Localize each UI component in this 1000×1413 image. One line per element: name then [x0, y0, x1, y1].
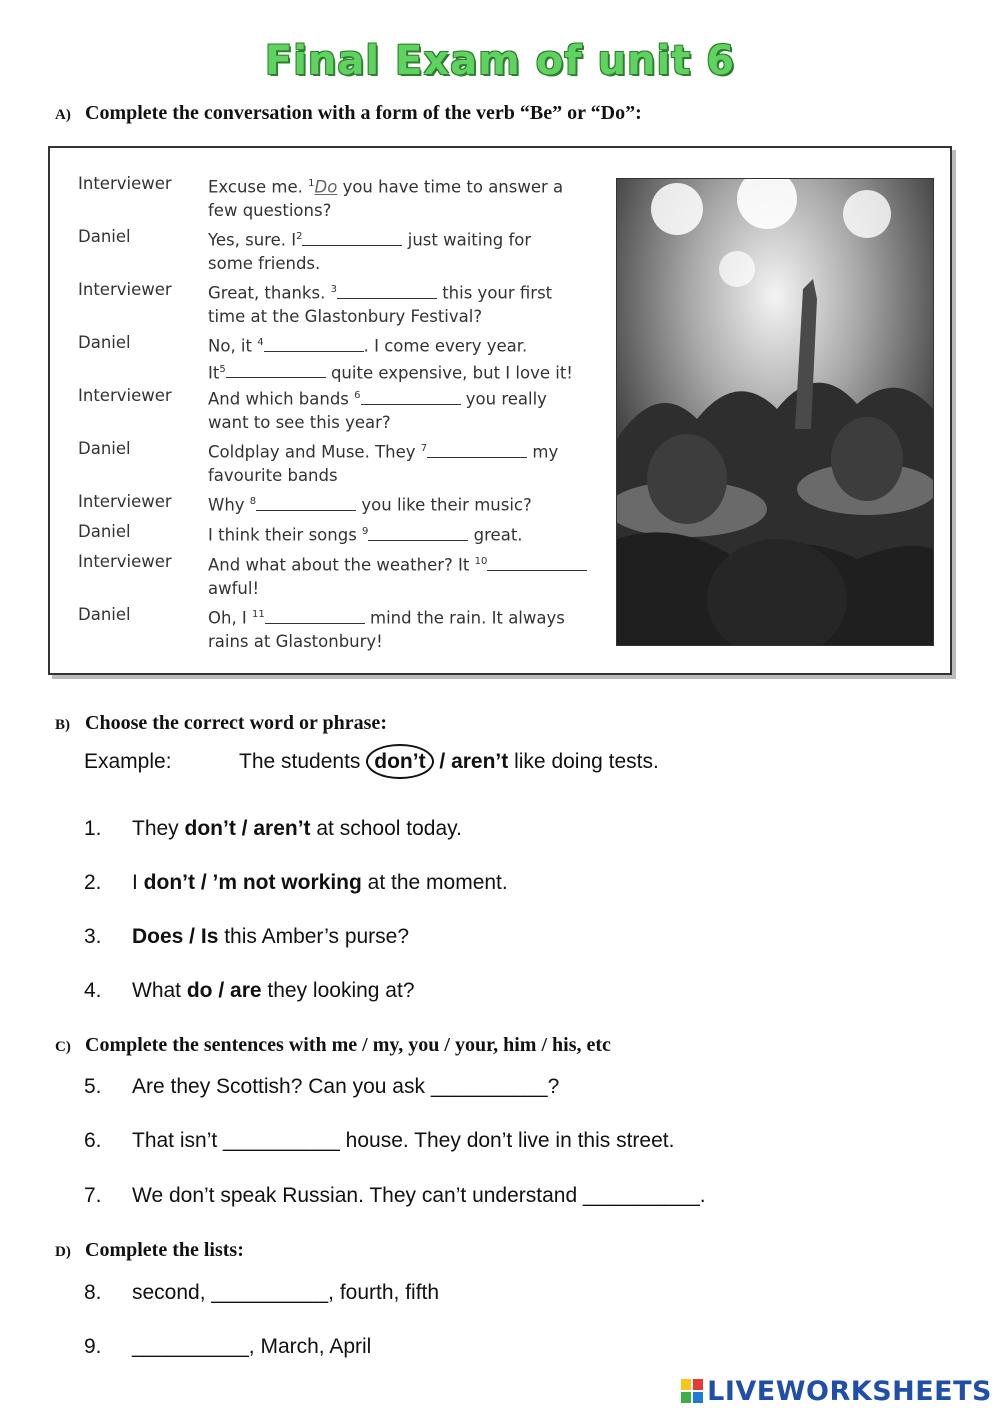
text: this Amber’s purse?: [218, 925, 410, 948]
text: you have time to answer a: [337, 177, 564, 197]
gap-number: 6: [354, 390, 361, 401]
answer-choices[interactable]: don’t / aren’t: [184, 817, 311, 840]
question-number: 3.: [84, 925, 102, 948]
text: favourite bands: [208, 465, 338, 485]
line: [208, 225, 638, 275]
text: few questions?: [208, 200, 332, 220]
question-text[interactable]: second, __________, fourth, fifth: [132, 1281, 440, 1304]
answer-blank[interactable]: [264, 337, 364, 352]
text: you really: [460, 389, 547, 409]
answer-blank[interactable]: [226, 363, 326, 378]
question-item: [84, 979, 415, 1003]
liveworksheets-logo[interactable]: [681, 1376, 992, 1407]
text: /: [433, 750, 452, 773]
gap-number: 4: [257, 337, 264, 348]
question-text[interactable]: We don’t speak Russian. They can’t understand __________.: [132, 1184, 706, 1207]
gap-number: 5: [219, 363, 226, 375]
text: at the moment.: [361, 871, 508, 894]
gap-number: 7: [420, 443, 428, 454]
speaker: Daniel: [78, 227, 131, 246]
text: It: [208, 363, 220, 382]
gap-number: 2: [296, 231, 303, 242]
question-number: 2.: [84, 871, 102, 894]
text: like doing tests.: [508, 750, 659, 773]
text: I think their songs: [208, 525, 363, 545]
question-number: 5.: [84, 1075, 102, 1098]
text: some friends.: [208, 253, 321, 273]
speaker: Daniel: [78, 522, 131, 541]
example-answer: Do: [314, 177, 338, 197]
line: [208, 172, 638, 222]
gap-number: 1: [308, 178, 315, 189]
line: [208, 384, 638, 434]
text: this your first: [436, 283, 553, 303]
answer-blank[interactable]: [265, 609, 365, 624]
line: [208, 278, 638, 328]
question-number: 9.: [84, 1335, 102, 1358]
section-instruction: Complete the lists:: [85, 1239, 244, 1261]
question-text[interactable]: __________, March, April: [132, 1335, 372, 1358]
text: Great, thanks.: [208, 283, 331, 303]
text: you like their music?: [356, 495, 532, 515]
text: Excuse me.: [208, 177, 309, 197]
gap-number: 8: [249, 496, 257, 507]
answer-blank[interactable]: [361, 390, 461, 405]
text: mind the rain. It always: [364, 608, 565, 628]
section-b-heading: [55, 712, 387, 735]
text: just waiting for: [402, 230, 532, 250]
speaker: Daniel: [78, 439, 131, 458]
answer-blank[interactable]: [427, 443, 527, 458]
text: at school today.: [310, 817, 462, 840]
crowd-illustration: [617, 179, 933, 645]
question-item: [84, 1075, 559, 1099]
section-letter: A): [55, 107, 71, 123]
answer-blank[interactable]: [256, 496, 356, 511]
section-letter: C): [55, 1039, 71, 1055]
section-c-heading: [55, 1034, 611, 1057]
text: Yes, sure. I: [208, 230, 297, 250]
speaker: Daniel: [78, 605, 131, 624]
question-number: 7.: [84, 1184, 102, 1207]
text: time at the Glastonbury Festival?: [208, 306, 483, 326]
question-text[interactable]: That isn’t __________ house. They don’t live in this street.: [132, 1129, 675, 1152]
answer-blank[interactable]: [487, 556, 587, 571]
speaker: Interviewer: [78, 552, 172, 571]
example-line: [84, 750, 659, 774]
section-instruction: Choose the correct word or phrase:: [85, 712, 387, 734]
text: great.: [468, 525, 523, 545]
text: Why: [208, 495, 250, 515]
gap-number: 10: [474, 556, 488, 567]
question-item: [84, 925, 409, 949]
example-label: Example:: [84, 750, 172, 773]
gap-number: 9: [362, 526, 369, 537]
text: And what about the weather? It: [208, 555, 475, 575]
text: quite expensive, but I love it!: [325, 363, 573, 382]
text: aren’t: [451, 750, 509, 773]
line: [208, 520, 638, 547]
speaker: Interviewer: [78, 280, 172, 299]
text: Oh, I: [208, 608, 253, 628]
question-number: 1.: [84, 817, 102, 840]
speaker: Interviewer: [78, 492, 172, 511]
line: [208, 437, 638, 487]
section-letter: B): [55, 717, 70, 733]
answer-blank[interactable]: [368, 526, 468, 541]
answer-choices[interactable]: do / are: [186, 979, 262, 1002]
question-item: [84, 1184, 706, 1208]
text: They: [132, 817, 185, 840]
gap-number: 3: [330, 284, 337, 295]
answer-blank[interactable]: [337, 284, 437, 299]
text: No, it: [208, 336, 258, 356]
text: I: [132, 871, 144, 894]
question-item: [84, 871, 508, 895]
text: What: [132, 979, 187, 1002]
example-circled-answer: don’t: [366, 744, 433, 779]
answer-blank[interactable]: [302, 231, 402, 246]
text: And which bands: [208, 389, 355, 409]
question-item: [84, 1129, 674, 1153]
text: my: [527, 442, 559, 462]
line: [208, 550, 638, 600]
section-instruction: Complete the sentences with me / my, you / your, him / his, etc: [85, 1034, 611, 1056]
text: The students: [239, 750, 367, 773]
section-d-heading: [55, 1239, 244, 1262]
conversation-box: [48, 146, 952, 675]
question-number: 6.: [84, 1129, 102, 1152]
text: want to see this year?: [208, 412, 391, 432]
speaker: Interviewer: [78, 174, 172, 193]
question-number: 8.: [84, 1281, 102, 1304]
page-title: Final Exam of unit 6: [264, 38, 736, 84]
section-letter: D): [55, 1244, 71, 1260]
text: Coldplay and Muse. They: [208, 442, 421, 462]
question-item: [84, 1281, 439, 1305]
question-item: [84, 817, 462, 841]
answer-choices[interactable]: Does / Is: [132, 925, 219, 948]
line: [208, 603, 638, 653]
section-instruction: Complete the conversation with a form of the verb “Be” or “Do”:: [85, 102, 642, 124]
line: [208, 331, 638, 384]
section-a-heading: [55, 102, 642, 125]
text: awful!: [208, 578, 260, 598]
question-item: [84, 1335, 371, 1359]
speaker: Daniel: [78, 333, 131, 352]
text: . I come every year.: [363, 336, 528, 356]
liveworksheets-icon: [681, 1379, 703, 1403]
text: they looking at?: [261, 979, 415, 1002]
answer-choices[interactable]: don’t / ’m not working: [143, 871, 362, 894]
logo-text: LIVEWORKSHEETS: [707, 1376, 992, 1407]
gap-number: 11: [252, 609, 265, 620]
question-number: 4.: [84, 979, 102, 1002]
line: [208, 490, 638, 517]
question-text[interactable]: Are they Scottish? Can you ask __________?: [132, 1075, 560, 1098]
speaker: Interviewer: [78, 386, 172, 405]
text: rains at Glastonbury!: [208, 631, 383, 651]
festival-crowd-photo: [616, 178, 934, 646]
